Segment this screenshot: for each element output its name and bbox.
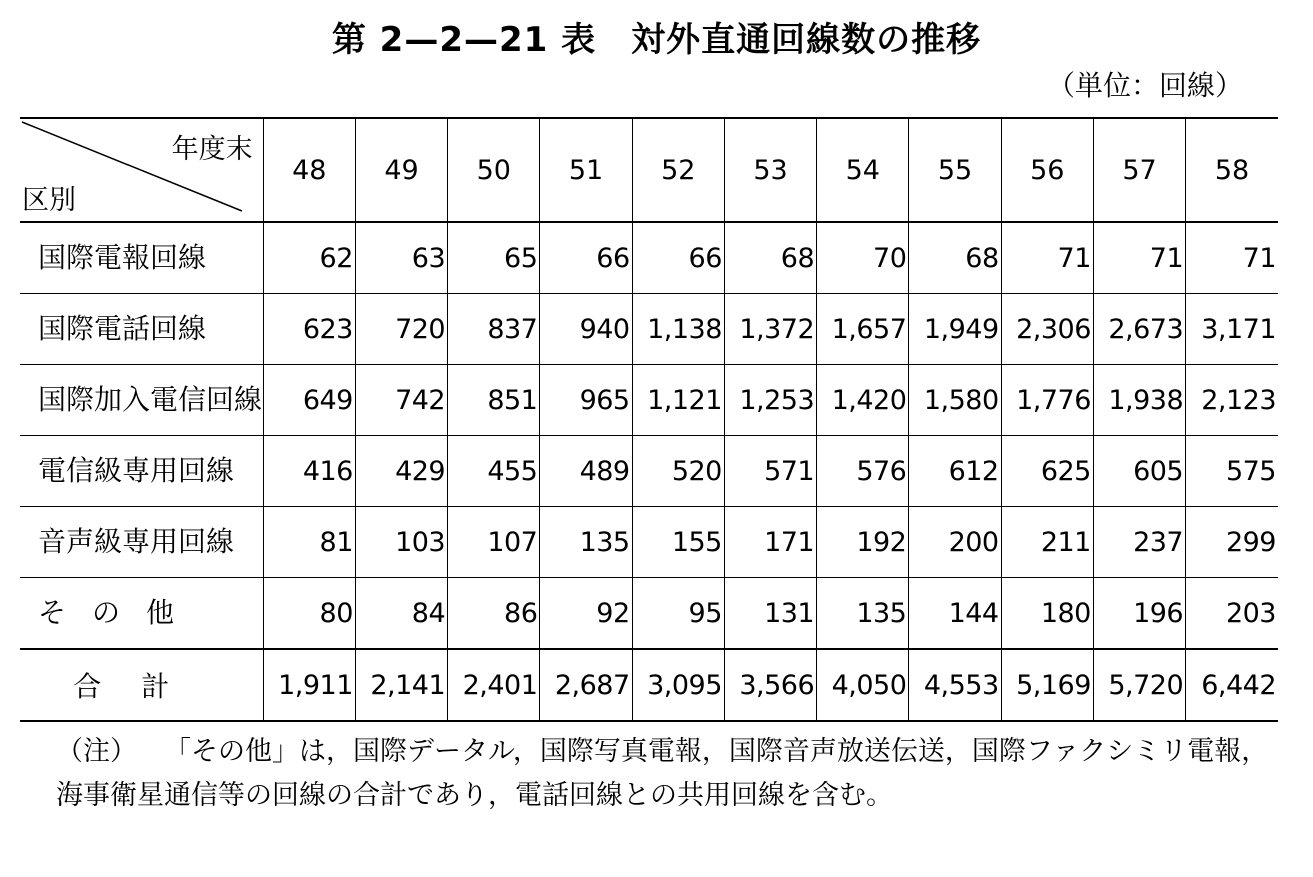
total-cell: 4,050 xyxy=(817,649,909,721)
table-cell: 131 xyxy=(724,578,816,650)
total-cell: 1,911 xyxy=(263,649,355,721)
table-cell: 1,372 xyxy=(724,294,816,365)
year-header: 50 xyxy=(448,118,540,222)
table-cell: 1,949 xyxy=(909,294,1001,365)
row-label: 国際加入電信回線 xyxy=(20,365,263,436)
table-cell: 2,306 xyxy=(1001,294,1093,365)
table-cell: 1,580 xyxy=(909,365,1001,436)
data-table xyxy=(20,117,1278,722)
table-row xyxy=(20,578,1278,650)
total-cell: 2,401 xyxy=(448,649,540,721)
table-cell: 68 xyxy=(909,222,1001,294)
year-header: 51 xyxy=(540,118,632,222)
table-cell: 742 xyxy=(355,365,447,436)
row-label: その他 xyxy=(38,596,201,629)
corner-header xyxy=(20,118,263,222)
table-cell: 965 xyxy=(540,365,632,436)
table-cell: 71 xyxy=(1001,222,1093,294)
table-cell: 851 xyxy=(448,365,540,436)
table-row xyxy=(20,222,1278,294)
table-cell: 299 xyxy=(1186,507,1278,578)
table-cell: 211 xyxy=(1001,507,1093,578)
row-label: 音声級専用回線 xyxy=(20,507,263,578)
table-cell: 1,420 xyxy=(817,365,909,436)
table-cell: 81 xyxy=(263,507,355,578)
year-header: 57 xyxy=(1093,118,1185,222)
table-cell: 71 xyxy=(1186,222,1278,294)
table-cell: 612 xyxy=(909,436,1001,507)
table-cell: 571 xyxy=(724,436,816,507)
total-cell: 3,566 xyxy=(724,649,816,721)
total-cell: 4,553 xyxy=(909,649,1001,721)
table-cell: 92 xyxy=(540,578,632,650)
total-row xyxy=(20,649,1278,721)
row-label: 国際電報回線 xyxy=(20,222,263,294)
table-cell: 1,776 xyxy=(1001,365,1093,436)
table-cell: 84 xyxy=(355,578,447,650)
table-cell: 63 xyxy=(355,222,447,294)
total-cell: 5,720 xyxy=(1093,649,1185,721)
year-header: 48 xyxy=(263,118,355,222)
table-cell: 95 xyxy=(632,578,724,650)
table-cell: 1,657 xyxy=(817,294,909,365)
table-cell: 2,123 xyxy=(1186,365,1278,436)
table-cell: 70 xyxy=(817,222,909,294)
table-cell: 144 xyxy=(909,578,1001,650)
table-cell: 135 xyxy=(540,507,632,578)
table-cell: 429 xyxy=(355,436,447,507)
table-cell: 200 xyxy=(909,507,1001,578)
table-row xyxy=(20,294,1278,365)
table-row xyxy=(20,507,1278,578)
total-cell: 2,141 xyxy=(355,649,447,721)
total-cell: 6,442 xyxy=(1186,649,1278,721)
year-header: 56 xyxy=(1001,118,1093,222)
table-row xyxy=(20,365,1278,436)
table-cell: 520 xyxy=(632,436,724,507)
table-cell: 66 xyxy=(540,222,632,294)
total-cell: 5,169 xyxy=(1001,649,1093,721)
table-cell: 203 xyxy=(1186,578,1278,650)
corner-category-label: 区別 xyxy=(22,185,76,216)
year-header: 52 xyxy=(632,118,724,222)
table-cell: 649 xyxy=(263,365,355,436)
table-cell: 575 xyxy=(1186,436,1278,507)
total-cell: 3,095 xyxy=(632,649,724,721)
table-cell: 605 xyxy=(1093,436,1185,507)
table-cell: 86 xyxy=(448,578,540,650)
table-cell: 625 xyxy=(1001,436,1093,507)
year-header: 58 xyxy=(1186,118,1278,222)
table-cell: 455 xyxy=(448,436,540,507)
table-cell: 107 xyxy=(448,507,540,578)
table-cell: 837 xyxy=(448,294,540,365)
table-row xyxy=(20,436,1278,507)
page-title: 第 2—2—21 表 対外直通回線数の推移 xyxy=(331,20,982,60)
table-cell: 1,121 xyxy=(632,365,724,436)
table-cell: 80 xyxy=(263,578,355,650)
table-cell: 2,673 xyxy=(1093,294,1185,365)
unit-label: （単位：回線） xyxy=(1046,69,1243,102)
table-cell: 416 xyxy=(263,436,355,507)
corner-year-label: 年度末 xyxy=(171,134,253,165)
table-cell: 65 xyxy=(448,222,540,294)
footnote-marker: （注） xyxy=(56,736,137,767)
row-label: 国際電話回線 xyxy=(20,294,263,365)
header-row xyxy=(20,118,1278,222)
total-cell: 2,687 xyxy=(540,649,632,721)
year-header: 49 xyxy=(355,118,447,222)
table-cell: 66 xyxy=(632,222,724,294)
table-cell: 3,171 xyxy=(1186,294,1278,365)
table-cell: 1,938 xyxy=(1093,365,1185,436)
table-cell: 171 xyxy=(724,507,816,578)
table-cell: 196 xyxy=(1093,578,1185,650)
year-header: 54 xyxy=(817,118,909,222)
table-cell: 103 xyxy=(355,507,447,578)
table-cell: 720 xyxy=(355,294,447,365)
year-header: 53 xyxy=(724,118,816,222)
table-cell: 155 xyxy=(632,507,724,578)
table-cell: 1,253 xyxy=(724,365,816,436)
footnote xyxy=(56,730,1286,818)
table-cell: 940 xyxy=(540,294,632,365)
table-cell: 62 xyxy=(263,222,355,294)
total-label: 合計 xyxy=(20,649,263,721)
table-cell: 489 xyxy=(540,436,632,507)
table-cell: 237 xyxy=(1093,507,1185,578)
table-cell: 180 xyxy=(1001,578,1093,650)
table-cell: 576 xyxy=(817,436,909,507)
table-cell: 1,138 xyxy=(632,294,724,365)
table-cell: 623 xyxy=(263,294,355,365)
table-cell: 135 xyxy=(817,578,909,650)
table-cell: 71 xyxy=(1093,222,1185,294)
row-label: 電信級専用回線 xyxy=(20,436,263,507)
year-header: 55 xyxy=(909,118,1001,222)
footnote-text: 「その他」は，国際データル，国際写真電報，国際音声放送伝送，国際ファクシミリ電報，海事衛星通信等の回線の合計であり，電話回線との共用回線を含む。 xyxy=(56,736,1269,811)
table-cell: 192 xyxy=(817,507,909,578)
table-cell: 68 xyxy=(724,222,816,294)
